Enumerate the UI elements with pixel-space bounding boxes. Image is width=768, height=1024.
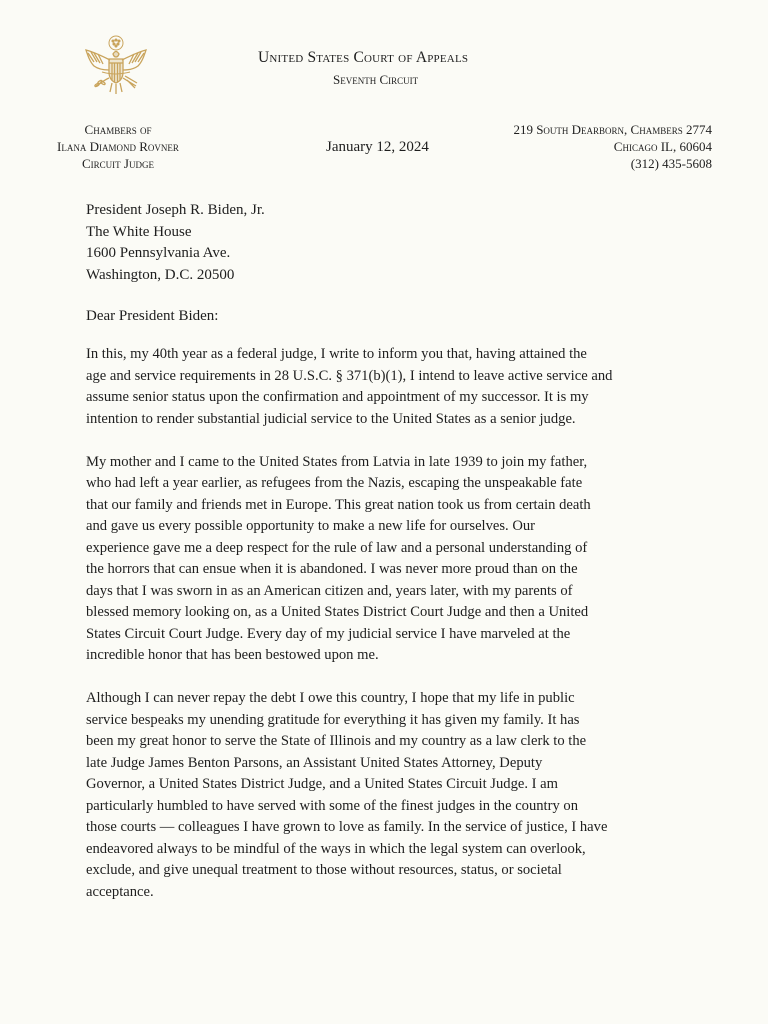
text-line: States Circuit Court Judge. Every day of my judicial service I have marveled at the <box>86 625 571 642</box>
paragraph <box>86 452 700 667</box>
text-line: acceptance. <box>86 883 154 900</box>
text-line: the horrors that can ensue when it is abandoned. I was never more proud than on the <box>86 561 578 577</box>
judge-name: Ilana Diamond Rovner <box>57 139 179 154</box>
text-line: endeavored always to be mindful of the ways in which the legal system can overlook, <box>86 840 586 857</box>
recipient-line: 1600 Pennsylvania Ave. <box>86 245 231 261</box>
address-block <box>513 121 712 172</box>
phone-number: (312) 435-5608 <box>630 156 712 171</box>
text-line: service bespeaks my unending gratitude for everything it has given my family. It has <box>86 711 580 728</box>
text-line: that our family and friends met in Europe. This great nation took us from certain death <box>86 496 591 513</box>
text-line: who had left a year earlier, as refugees from the Nazis, escaping the unspeakable fate <box>86 475 583 491</box>
salutation: Dear President Biden: <box>86 308 219 324</box>
text-line: My mother and I came to the United States from Latvia in late 1939 to join my father, <box>86 453 588 470</box>
recipient-line: Washington, D.C. 20500 <box>86 266 235 283</box>
text-line: Governor, a United States District Judge, and a United States Circuit Judge. I am <box>86 776 558 792</box>
city-address: Chicago IL, 60604 <box>613 139 712 154</box>
paragraph <box>86 344 700 430</box>
chambers-line: Chambers of <box>84 122 152 137</box>
recipient-address <box>86 200 265 286</box>
judge-title: Circuit Judge <box>82 156 154 171</box>
text-line: been my great honor to serve the State of Illinois and my country as a law clerk to the <box>86 733 587 749</box>
text-line: experience gave me a deep respect for the rule of law and a personal understanding of <box>86 539 588 556</box>
text-line: days that I was sworn in as an American citizen and, years later, with my parents of <box>86 582 573 599</box>
text-line: incredible honor that has been bestowed upon me. <box>86 647 379 663</box>
circuit-name: Seventh Circuit <box>333 72 419 87</box>
seal-graphic <box>80 32 152 104</box>
text-line: particularly humbled to have served with some of the finest judges in the country on <box>86 797 579 814</box>
paragraph <box>86 688 700 903</box>
chambers-block <box>52 121 184 172</box>
text-line: and gave us every possible opportunity to make a new life for ourselves. Our <box>86 518 536 534</box>
text-line: assume senior status upon the confirmation and appointment of my successor. It is my <box>86 389 589 405</box>
letter-body <box>86 344 700 925</box>
text-line: age and service requirements in 28 U.S.C. § 371(b)(1), I intend to leave active service and <box>86 367 613 384</box>
street-address: 219 South Dearborn, Chambers 2774 <box>513 122 712 137</box>
recipient-line: President Joseph R. Biden, Jr. <box>86 202 265 218</box>
letter-date: January 12, 2024 <box>326 139 429 155</box>
text-line: intention to render substantial judicial service to the United States as a senior judge. <box>86 410 576 427</box>
text-line: In this, my 40th year as a federal judge, I write to inform you that, having attained the <box>86 346 587 362</box>
text-line: blessed memory looking on, as a United States District Court Judge and then a United <box>86 604 589 620</box>
text-line: late Judge James Benton Parsons, an Assistant United States Attorney, Deputy <box>86 754 543 771</box>
recipient-line: The White House <box>86 223 192 240</box>
text-line: those courts — colleagues I have grown to love as family. In the service of justice, I have <box>86 819 608 835</box>
great-seal-eagle-icon <box>80 32 152 104</box>
text-line: Although I can never repay the debt I owe this country, I hope that my life in public <box>86 690 575 706</box>
court-name: United States Court of Appeals <box>258 49 469 66</box>
text-line: exclude, and give unequal treatment to those without resources, status, or societal <box>86 862 562 878</box>
